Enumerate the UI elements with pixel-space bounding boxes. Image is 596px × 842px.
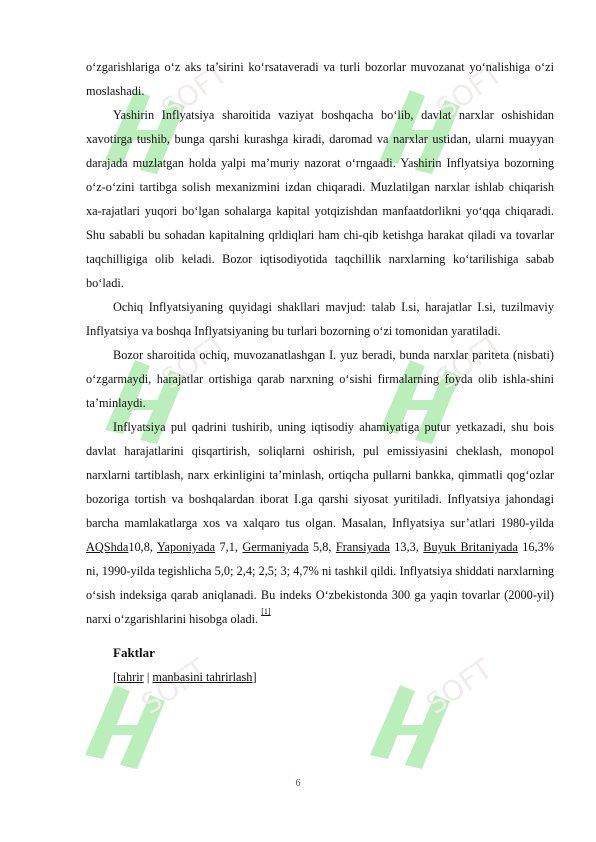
page-number: 6 <box>295 778 301 789</box>
svg-text:SOFT: SOFT <box>420 655 490 721</box>
citation-link[interactable]: [1] <box>261 607 271 616</box>
document-body <box>86 55 554 689</box>
svg-text:SOFT: SOFT <box>135 655 205 721</box>
edit-link[interactable]: tahrir <box>117 670 144 684</box>
paragraph-text: 16,3% ni, 1990-yilda tegishlicha 5,0; 2,4; 2,5; 3; 4,7% ni tashkil qildi. Inflyatsiya shiddati narxlarning o‘sish indeksiga qarab aniqlanadi. Bu indeks O‘zbekistonda 300 ga yaqin tovarlar (2000-yil) narxi o‘zgarishlarini hisobga oladi. <box>86 540 554 626</box>
paragraph-text: 10,8, <box>128 540 157 554</box>
edit-source-link[interactable]: manbasini tahrirlash <box>152 670 253 684</box>
edit-links <box>86 665 554 689</box>
link-britain[interactable]: Buyuk Britaniyada <box>423 540 518 554</box>
svg-text:SOFT: SOFT <box>155 330 225 396</box>
link-france[interactable]: Fransiyada <box>335 540 390 554</box>
svg-text:SOFT: SOFT <box>430 60 500 126</box>
paragraph-text: 5,8, <box>308 540 336 554</box>
paragraph: o‘zgarishlariga o‘z aks ta’sirini ko‘rsataveradi va turli bozorlar muvozanat yo‘nalishiga o‘zi moslashadi. <box>86 60 554 98</box>
link-japan[interactable]: Yaponiyada <box>156 540 216 554</box>
paragraph: Yashirin Inflyatsiya sharoitida vaziyat boshqacha bo‘lib, davlat narxlar oshishidan xavotirga tushib, bunga qarshi kurashga kiradi, daromad va narxlar ustidan, ularni muayyan darajada muzlatgan holda yalpi ma’muriy nazorat o‘rngaadi. Yashirin Inflyatsiya bozorning o‘z-o‘zini tartibga solish mexanizmini izdan chiqaradi. Muzlatilgan narxlar ishlab chiqarish xa-rajatlari yuqori bo‘lgan sohalarga kapital yotqizishdan manfaatdorlikni yo‘qqa chiqaradi. Shu sababli bu sohadan kapitalning qrldiqlari ham chi-qib ketishga harakat qiladi va tovarlar taqchilligiga olib keladi. Bozor iqtisodiyotida taqchillik narxlarning ko‘tarilishiga sabab bo‘ladi. <box>86 108 554 290</box>
link-usa[interactable]: AQShda <box>86 540 129 554</box>
paragraph-text: 7,1, <box>215 540 243 554</box>
paragraph <box>86 415 554 631</box>
paragraph: Bozor sharoitida ochiq, muvozanatlashgan I. yuz beradi, bunda narxlar pariteta (nisbati) o‘zgarmaydi, harajatlar ortishiga qarab narxning o‘sishi firmalarning foyda olib ishla-shini ta’minlaydi. <box>86 348 554 410</box>
svg-text:SOFT: SOFT <box>430 330 500 396</box>
paragraph: Ochiq Inflyatsiyaning quyidagi shakllari mavjud: talab I.si, harajatlar I.si, tuzilmaviy Inflyatsiya va boshqa Inflyatsiyaning bu turlari bozorning o‘zi tomonidan yaratiladi. <box>86 300 554 338</box>
paragraph-text: 13,3, <box>389 540 424 554</box>
svg-text:SOFT: SOFT <box>155 60 225 126</box>
bracket: ] <box>252 670 257 684</box>
bracket: [ <box>113 670 118 684</box>
link-germany[interactable]: Germaniyada <box>242 540 309 554</box>
section-heading: Faktlar <box>113 645 155 660</box>
paragraph-text: Inflyatsiya pul qadrini tushirib, uning iqtisodiy ahamiyatiga putur yetkazadi, shu bois davlat harajatlarini qisqartirish, soliqlarni oshirish, pul emissiyasini cheklash, monopol narxlarni tartiblash, narx erkinligini ta’minlash, ortiqcha pullarni bankka, qimmatli qog‘ozlar bozoriga tortish va boshqalardan iborat I.ga qarshi siyosat yuritiladi. Inflyatsiya jahondagi barcha mamlakatlarga xos va xalqaro tus olgan. Masalan, Inflyatsiya sur’atlari 1980-yilda <box>86 420 554 530</box>
separator: | <box>143 670 153 684</box>
